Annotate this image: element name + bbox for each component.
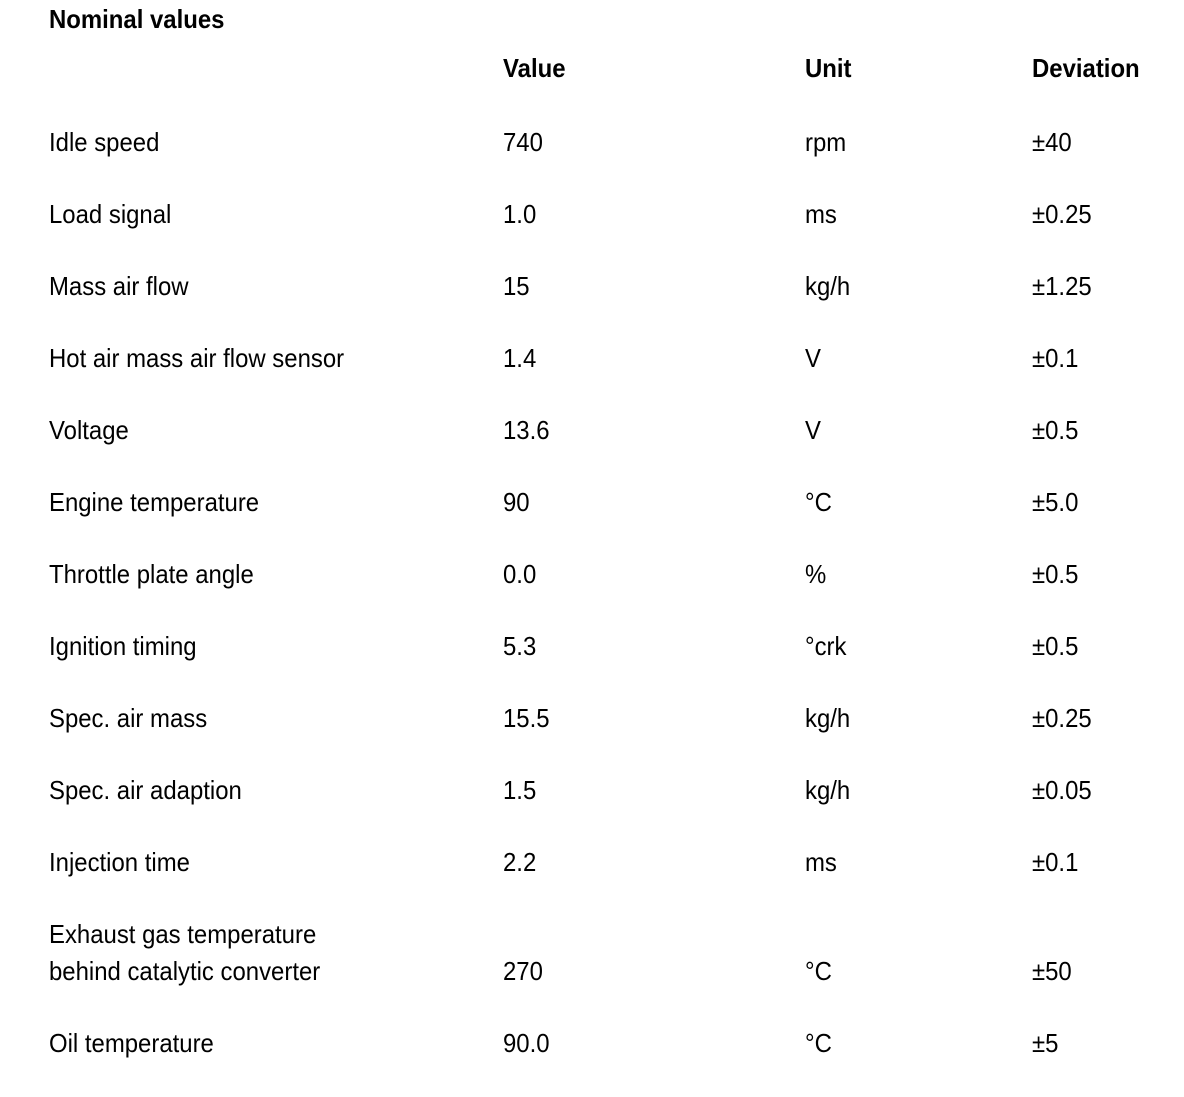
table-row (0, 844, 1184, 916)
parameter-deviation: ±0.5 (1032, 559, 1079, 589)
parameter-deviation: ±1.25 (1032, 271, 1092, 301)
parameter-name: Hot air mass air flow sensor (49, 343, 345, 373)
parameter-name: Voltage (49, 415, 129, 445)
table-row (0, 556, 1184, 628)
parameter-deviation: ±0.1 (1032, 847, 1079, 877)
parameter-unit: V (805, 343, 821, 373)
parameter-unit: kg/h (805, 271, 851, 301)
table-row (0, 772, 1184, 844)
parameter-deviation: ±0.25 (1032, 703, 1092, 733)
parameter-value: 740 (503, 127, 543, 157)
parameter-unit: rpm (805, 127, 847, 157)
table-row (0, 268, 1184, 340)
parameter-name: Injection time (49, 847, 190, 877)
table-row (0, 340, 1184, 412)
parameter-unit: °C (805, 1028, 832, 1058)
parameter-name: Throttle plate angle (49, 559, 254, 589)
parameter-value: 90 (503, 487, 530, 517)
parameter-deviation: ±0.05 (1032, 775, 1092, 805)
parameter-name-line-2: behind catalytic converter (49, 956, 321, 986)
header-value: Value (503, 53, 566, 83)
parameter-value: 1.4 (503, 343, 537, 373)
parameter-name: Oil temperature (49, 1028, 214, 1058)
parameter-deviation: ±0.5 (1032, 631, 1079, 661)
parameter-deviation: ±0.5 (1032, 415, 1079, 445)
parameter-unit: % (805, 559, 827, 589)
table-row (0, 124, 1184, 196)
parameter-unit: ms (805, 847, 837, 877)
table-row (0, 484, 1184, 556)
parameter-value: 1.0 (503, 199, 537, 229)
parameter-value: 13.6 (503, 415, 550, 445)
parameter-unit: ms (805, 199, 837, 229)
parameter-name: Spec. air mass (49, 703, 208, 733)
parameter-deviation: ±0.25 (1032, 199, 1092, 229)
nominal-values-table (0, 124, 1184, 1097)
parameter-value: 270 (503, 956, 543, 986)
header-unit: Unit (805, 53, 852, 83)
parameter-unit: °C (805, 956, 832, 986)
parameter-value: 15 (503, 271, 530, 301)
table-row (0, 412, 1184, 484)
parameter-name: Idle speed (49, 127, 160, 157)
parameter-name: Spec. air adaption (49, 775, 242, 805)
parameter-name: Mass air flow (49, 271, 189, 301)
parameter-value: 90.0 (503, 1028, 550, 1058)
parameter-deviation: ±40 (1032, 127, 1072, 157)
parameter-deviation: ±0.1 (1032, 343, 1079, 373)
parameter-unit: V (805, 415, 821, 445)
parameter-name-line-1: Exhaust gas temperature (49, 919, 317, 949)
parameter-name: Load signal (49, 199, 172, 229)
parameter-name: Engine temperature (49, 487, 260, 517)
parameter-value: 15.5 (503, 703, 550, 733)
table-row (0, 700, 1184, 772)
table-row (0, 1025, 1184, 1097)
parameter-value: 2.2 (503, 847, 537, 877)
header-deviation: Deviation (1032, 53, 1140, 83)
parameter-deviation: ±50 (1032, 956, 1072, 986)
page-title: Nominal values (49, 4, 225, 34)
parameter-value: 0.0 (503, 559, 537, 589)
parameter-deviation: ±5 (1032, 1028, 1059, 1058)
parameter-unit: °C (805, 487, 832, 517)
table-row (0, 916, 1184, 1025)
parameter-unit: °crk (805, 631, 847, 661)
parameter-name: Ignition timing (49, 631, 197, 661)
parameter-unit: kg/h (805, 775, 851, 805)
table-header (0, 52, 1184, 84)
parameter-name (49, 916, 320, 990)
table-row (0, 628, 1184, 700)
parameter-value: 5.3 (503, 631, 537, 661)
parameter-unit: kg/h (805, 703, 851, 733)
parameter-deviation: ±5.0 (1032, 487, 1079, 517)
table-row (0, 196, 1184, 268)
parameter-value: 1.5 (503, 775, 537, 805)
